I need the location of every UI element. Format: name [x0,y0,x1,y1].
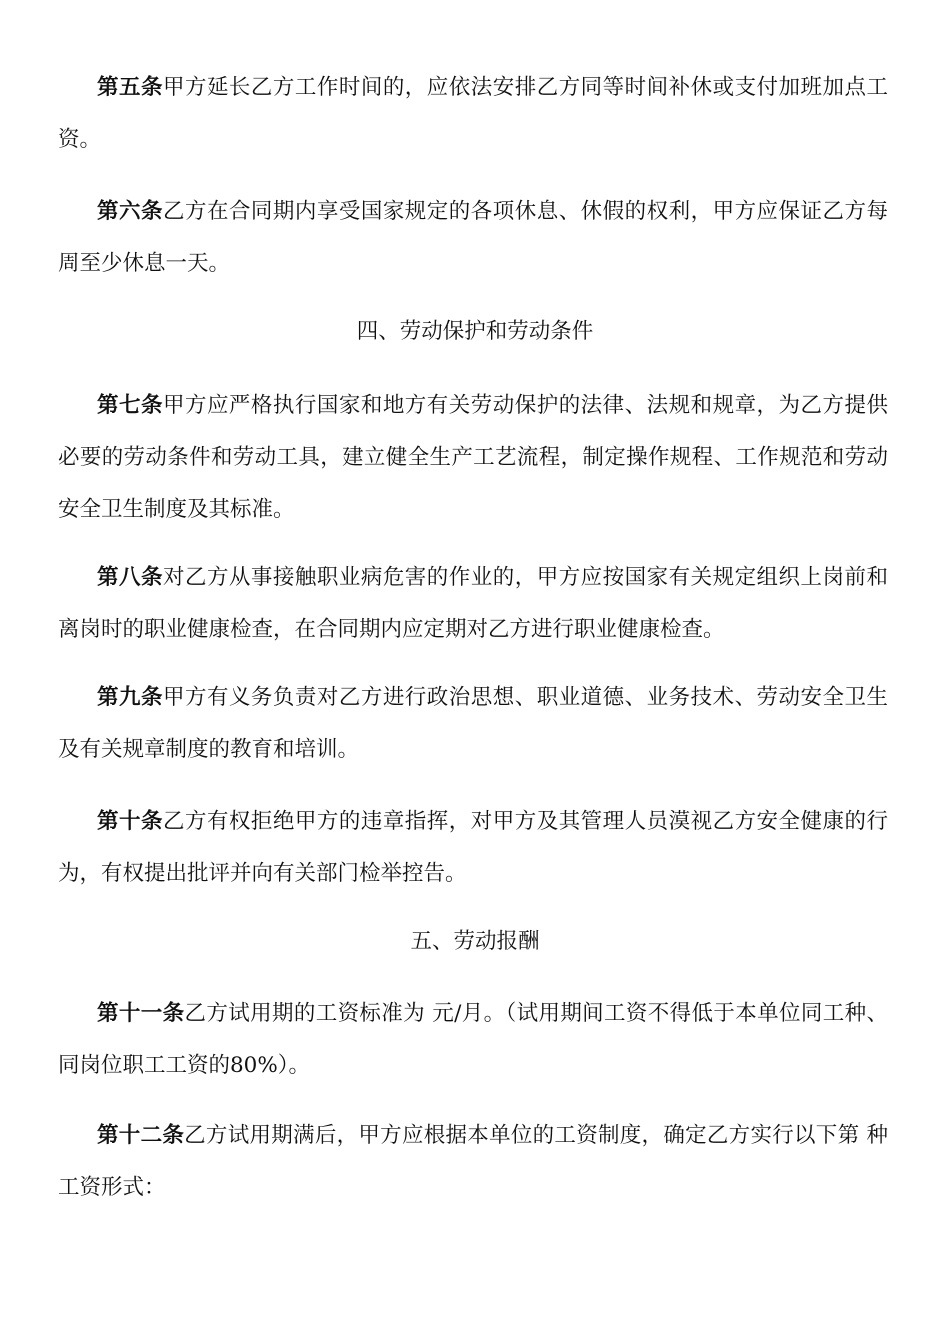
article-label: 第八条 [97,565,163,590]
article-text: 乙方在合同期内享受国家规定的各项休息、休假的权利，甲方应保证乙方每周至少休息一天。 [58,199,888,276]
article-6 [58,186,888,290]
article-8 [58,552,888,656]
article-text: 对乙方从事接触职业病危害的作业的，甲方应按国家有关规定组织上岗前和离岗时的职业健康检查，在合同期内应定期对乙方进行职业健康检查。 [58,565,888,642]
section-heading-labor-pay: 五、劳动报酬 [410,929,540,954]
article-5 [58,62,888,166]
article-text: 乙方试用期的工资标准为 元/月。（试用期间工资不得低于本单位同工种、同岗位职工工资的80%）。 [58,1001,888,1078]
article-11 [58,988,888,1092]
article-label: 第六条 [97,199,163,224]
article-label: 第九条 [97,685,163,710]
article-text: 甲方应严格执行国家和地方有关劳动保护的法律、法规和规章，为乙方提供必要的劳动条件和劳动工具，建立健全生产工艺流程，制定操作规程、工作规范和劳动安全卫生制度及其标准。 [58,393,888,522]
section-heading-labor-protection: 四、劳动保护和劳动条件 [356,319,594,344]
article-7 [58,380,888,536]
article-label: 第七条 [97,393,163,418]
article-label: 第五条 [97,75,163,100]
article-label: 第十二条 [97,1123,185,1148]
article-text: 乙方有权拒绝甲方的违章指挥，对甲方及其管理人员漠视乙方安全健康的行为，有权提出批评并向有关部门检举控告。 [58,809,888,886]
article-9 [58,672,888,776]
article-10 [58,796,888,900]
article-label: 第十条 [97,809,163,834]
article-text: 甲方有义务负责对乙方进行政治思想、职业道德、业务技术、劳动安全卫生及有关规章制度的教育和培训。 [58,685,888,762]
article-label: 第十一条 [97,1001,185,1026]
article-12 [58,1110,888,1214]
article-text: 乙方试用期满后，甲方应根据本单位的工资制度，确定乙方实行以下第 种工资形式： [58,1123,888,1200]
article-text: 甲方延长乙方工作时间的，应依法安排乙方同等时间补休或支付加班加点工资。 [58,75,888,152]
